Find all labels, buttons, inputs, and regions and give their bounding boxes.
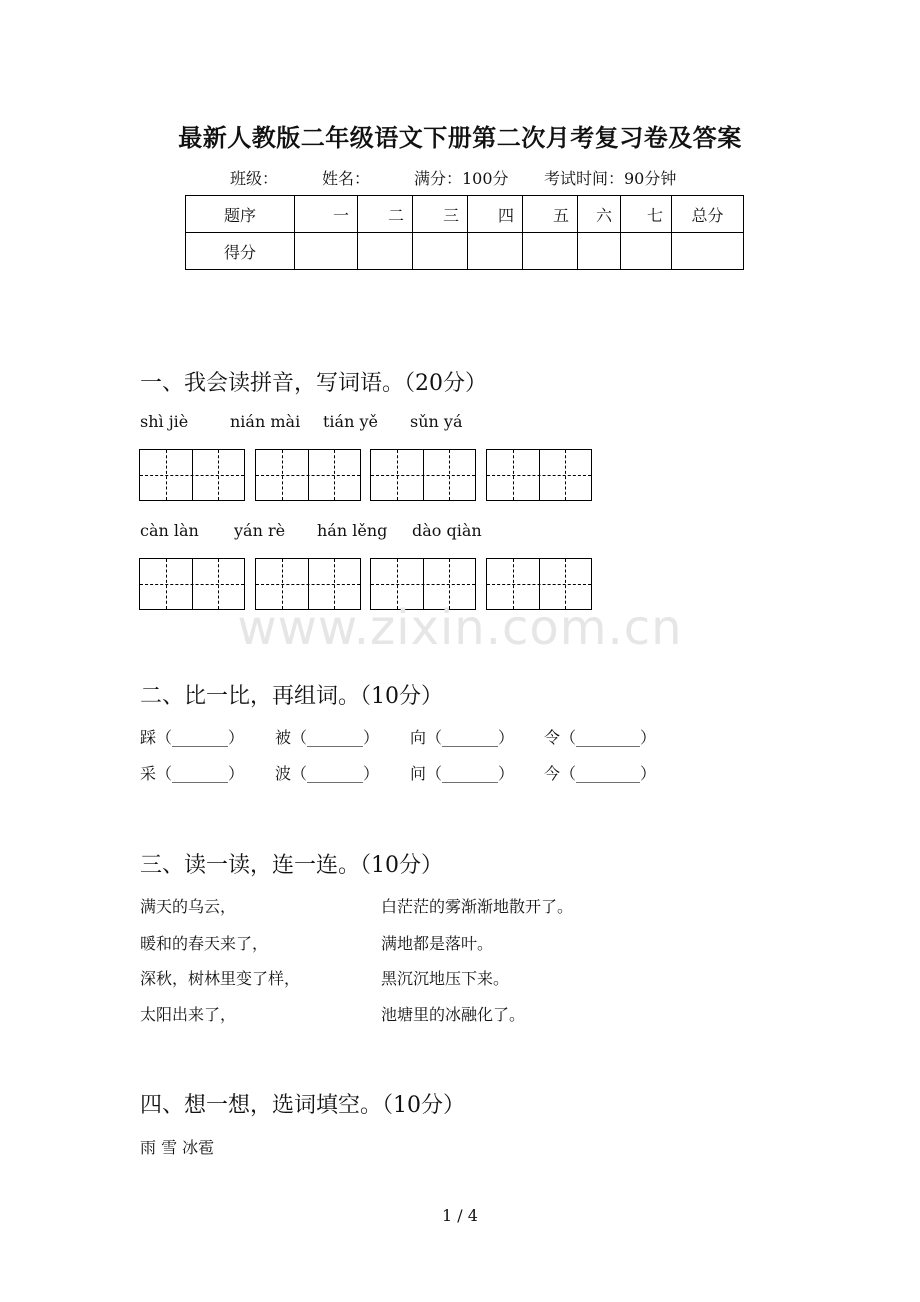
compare-item: 采（_______） xyxy=(140,764,245,783)
pinyin-label: shì jiè xyxy=(140,412,189,431)
pinyin-label: nián mài xyxy=(230,412,301,431)
compare-item: 今（________） xyxy=(544,764,657,783)
section-2-heading: 二、比一比，再组词。（10分） xyxy=(140,684,443,709)
writing-grid[interactable] xyxy=(486,449,592,501)
table-header-cell: 总分 xyxy=(672,196,744,233)
table-header-cell: 题序 xyxy=(186,196,295,233)
compare-item: 问（_______） xyxy=(410,764,515,783)
compare-item: 被（_______） xyxy=(275,728,380,747)
table-header-cell: 七 xyxy=(621,196,672,233)
pinyin-label: hán lěng xyxy=(317,521,388,540)
table-header-cell: 二 xyxy=(358,196,413,233)
table-header-cell: 一 xyxy=(295,196,358,233)
writing-grid[interactable] xyxy=(370,449,476,501)
compare-item: 令（________） xyxy=(544,728,657,747)
match-right-item: 白茫茫的雾渐渐地散开了。 xyxy=(381,897,574,916)
table-row-label: 得分 xyxy=(186,233,295,270)
score-table xyxy=(185,195,744,270)
match-right-item: 黑沉沉地压下来。 xyxy=(381,969,510,988)
full-score-label: 满分：100分 xyxy=(414,169,509,188)
watermark: www.zixin.com.cn xyxy=(237,600,683,656)
section-3-heading: 三、读一读，连一连。（10分） xyxy=(140,853,443,878)
class-label: 班级： xyxy=(230,169,279,188)
page-number: 1 / 4 xyxy=(442,1206,478,1225)
score-cell xyxy=(295,233,358,270)
table-header-cell: 三 xyxy=(413,196,468,233)
compare-item: 向（_______） xyxy=(410,728,515,747)
match-left-item: 满天的乌云， xyxy=(140,897,237,916)
match-left-item: 太阳出来了， xyxy=(140,1005,237,1024)
score-cell xyxy=(523,233,578,270)
match-right-item: 池塘里的冰融化了。 xyxy=(381,1005,526,1024)
score-cell xyxy=(578,233,621,270)
section-1-heading: 一、我会读拼音，写词语。（20分） xyxy=(140,371,487,396)
match-left-item: 暖和的春天来了， xyxy=(140,934,269,953)
table-header-cell: 四 xyxy=(468,196,523,233)
section-4-heading: 四、想一想，选词填空。（10分） xyxy=(140,1093,465,1118)
match-right-item: 满地都是落叶。 xyxy=(381,934,494,953)
writing-grid[interactable] xyxy=(255,449,361,501)
table-header-cell: 五 xyxy=(523,196,578,233)
exam-time-label: 考试时间：90分钟 xyxy=(544,169,677,188)
page-title: 最新人教版二年级语文下册第二次月考复习卷及答案 xyxy=(178,123,742,152)
pinyin-label: yán rè xyxy=(234,521,286,540)
compare-item: 踩（_______） xyxy=(140,728,245,747)
word-choices: 雨 雪 冰雹 xyxy=(140,1138,215,1157)
pinyin-label: dào qiàn xyxy=(412,521,482,540)
writing-grid[interactable] xyxy=(139,449,245,501)
compare-item: 波（_______） xyxy=(275,764,380,783)
match-left-item: 深秋，树林里变了样， xyxy=(140,969,301,988)
score-cell xyxy=(358,233,413,270)
score-cell xyxy=(672,233,744,270)
score-cell xyxy=(621,233,672,270)
table-header-cell: 六 xyxy=(578,196,621,233)
pinyin-label: sǔn yá xyxy=(410,412,463,431)
pinyin-label: càn làn xyxy=(140,521,199,540)
score-table-header-row xyxy=(186,196,744,233)
pinyin-label: tián yě xyxy=(323,412,378,431)
score-cell xyxy=(413,233,468,270)
name-label: 姓名： xyxy=(322,169,371,188)
score-table-score-row xyxy=(186,233,744,270)
score-cell xyxy=(468,233,523,270)
